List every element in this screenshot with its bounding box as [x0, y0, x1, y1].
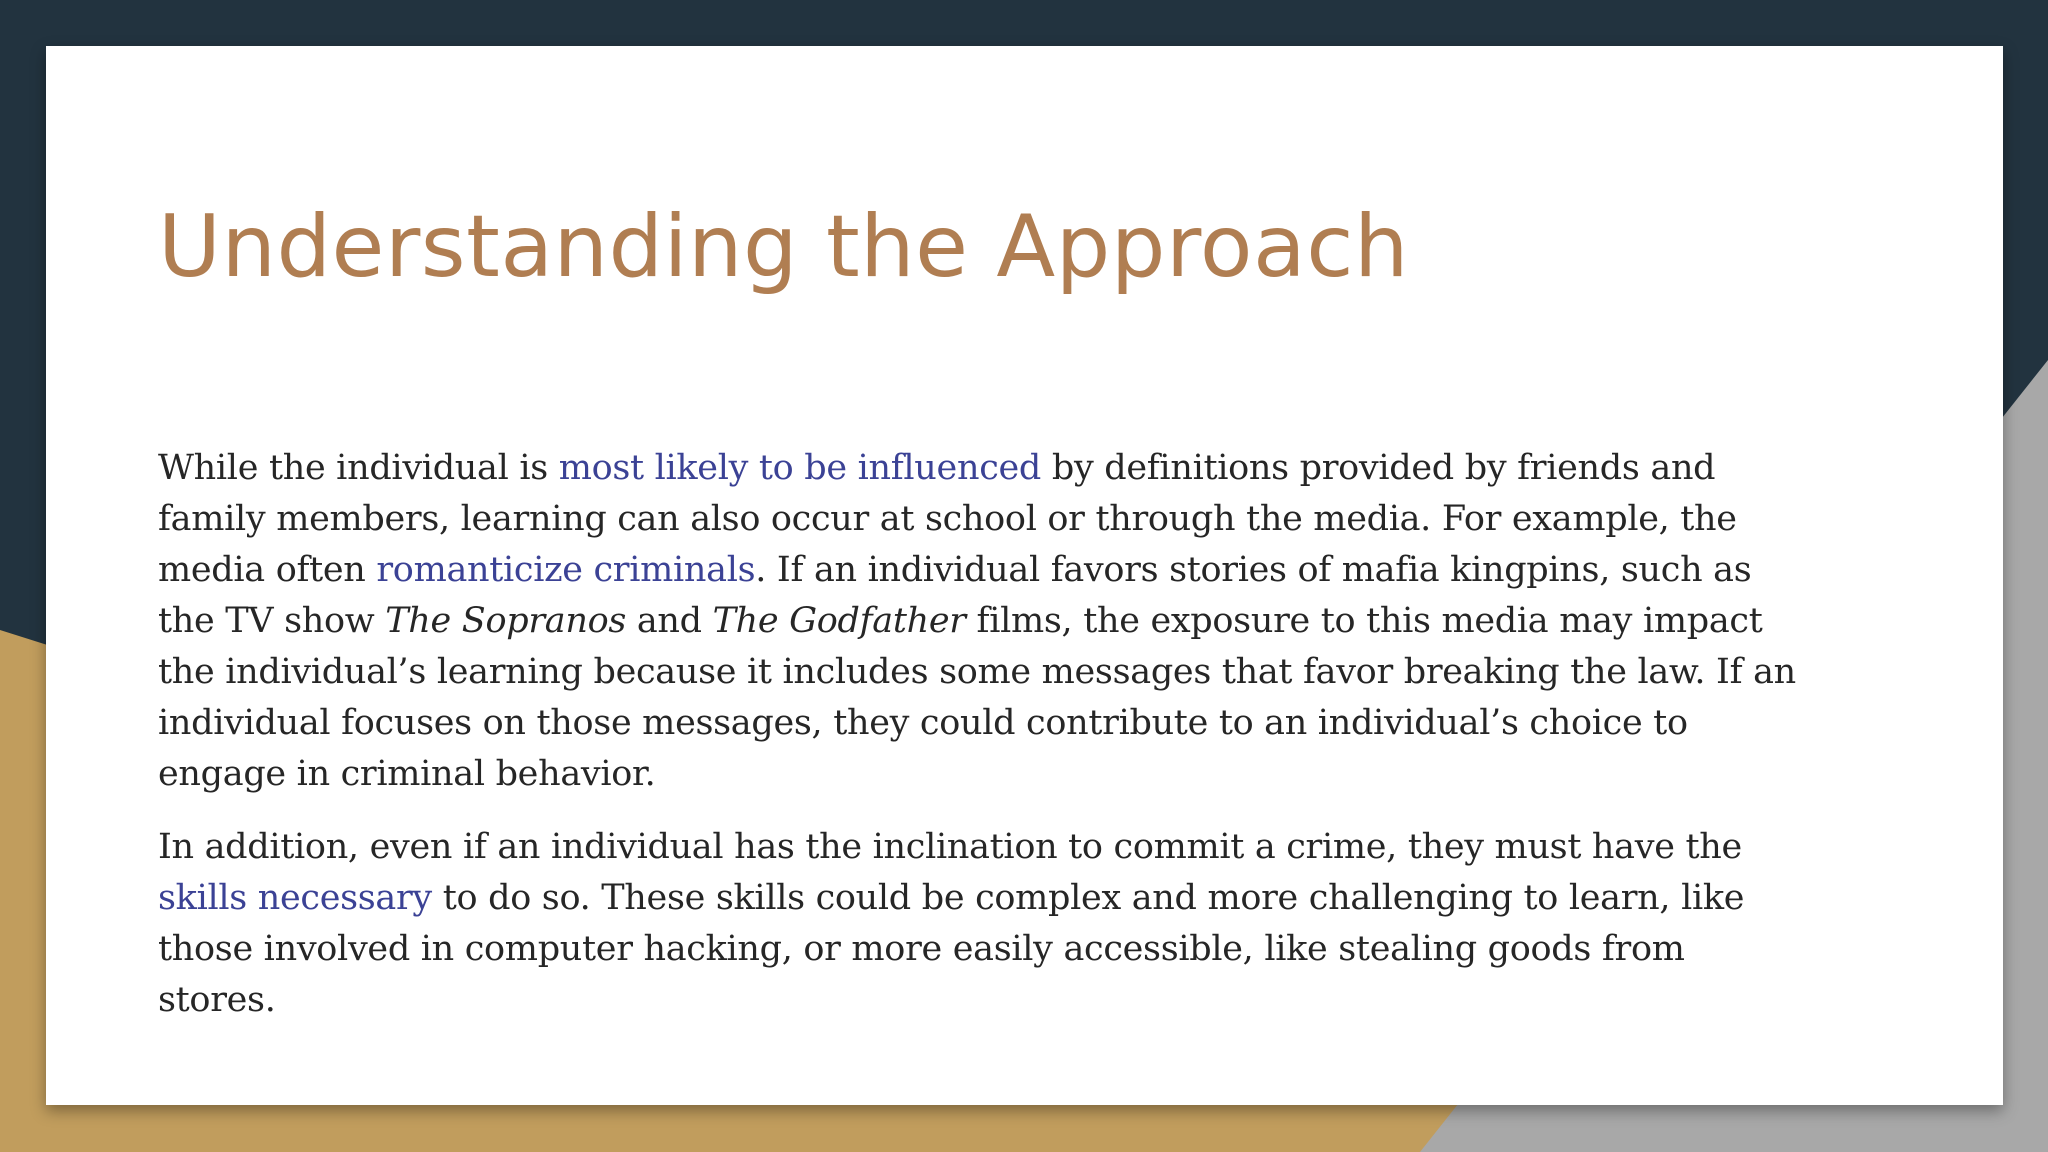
title-the-godfather: The Godfather: [712, 601, 966, 641]
paragraph-1-text-1: While the individual is: [158, 448, 559, 488]
paragraph-2: [158, 822, 1798, 1026]
paragraph-1-text-3: . If an individual favors stories of mafia kingpins, such as the TV show: [158, 550, 1752, 641]
paragraph-1-text-2: by definitions provided by friends and family members, learning can also occur at school or through the media. For example, the media often: [158, 448, 1737, 590]
paragraph-1: [158, 443, 1798, 800]
link-skills-necessary[interactable]: skills necessary: [158, 878, 432, 918]
paragraph-2-text-1: In addition, even if an individual has the inclination to commit a crime, they must have the: [158, 827, 1742, 867]
link-most-likely-influenced[interactable]: most likely to be influenced: [558, 448, 1042, 488]
slide-title: Understanding the Approach: [158, 197, 1410, 297]
paragraph-2-text-2: to do so. These skills could be complex and more challenging to learn, like those involved in computer hacking, or more easily accessible, like stealing goods from stores.: [158, 878, 1745, 1020]
link-romanticize-criminals[interactable]: romanticize criminals: [376, 550, 756, 590]
title-the-sopranos: The Sopranos: [385, 601, 627, 641]
slide-body: [158, 443, 1798, 1048]
paragraph-1-text-5: films, the exposure to this media may impact the individual’s learning because it includes some messages that favor breaking the law. If an individual focuses on those messages, they could contribute to an individual’s choice to engage in criminal behavior.: [158, 601, 1796, 794]
paragraph-1-text-4: and: [626, 601, 713, 641]
